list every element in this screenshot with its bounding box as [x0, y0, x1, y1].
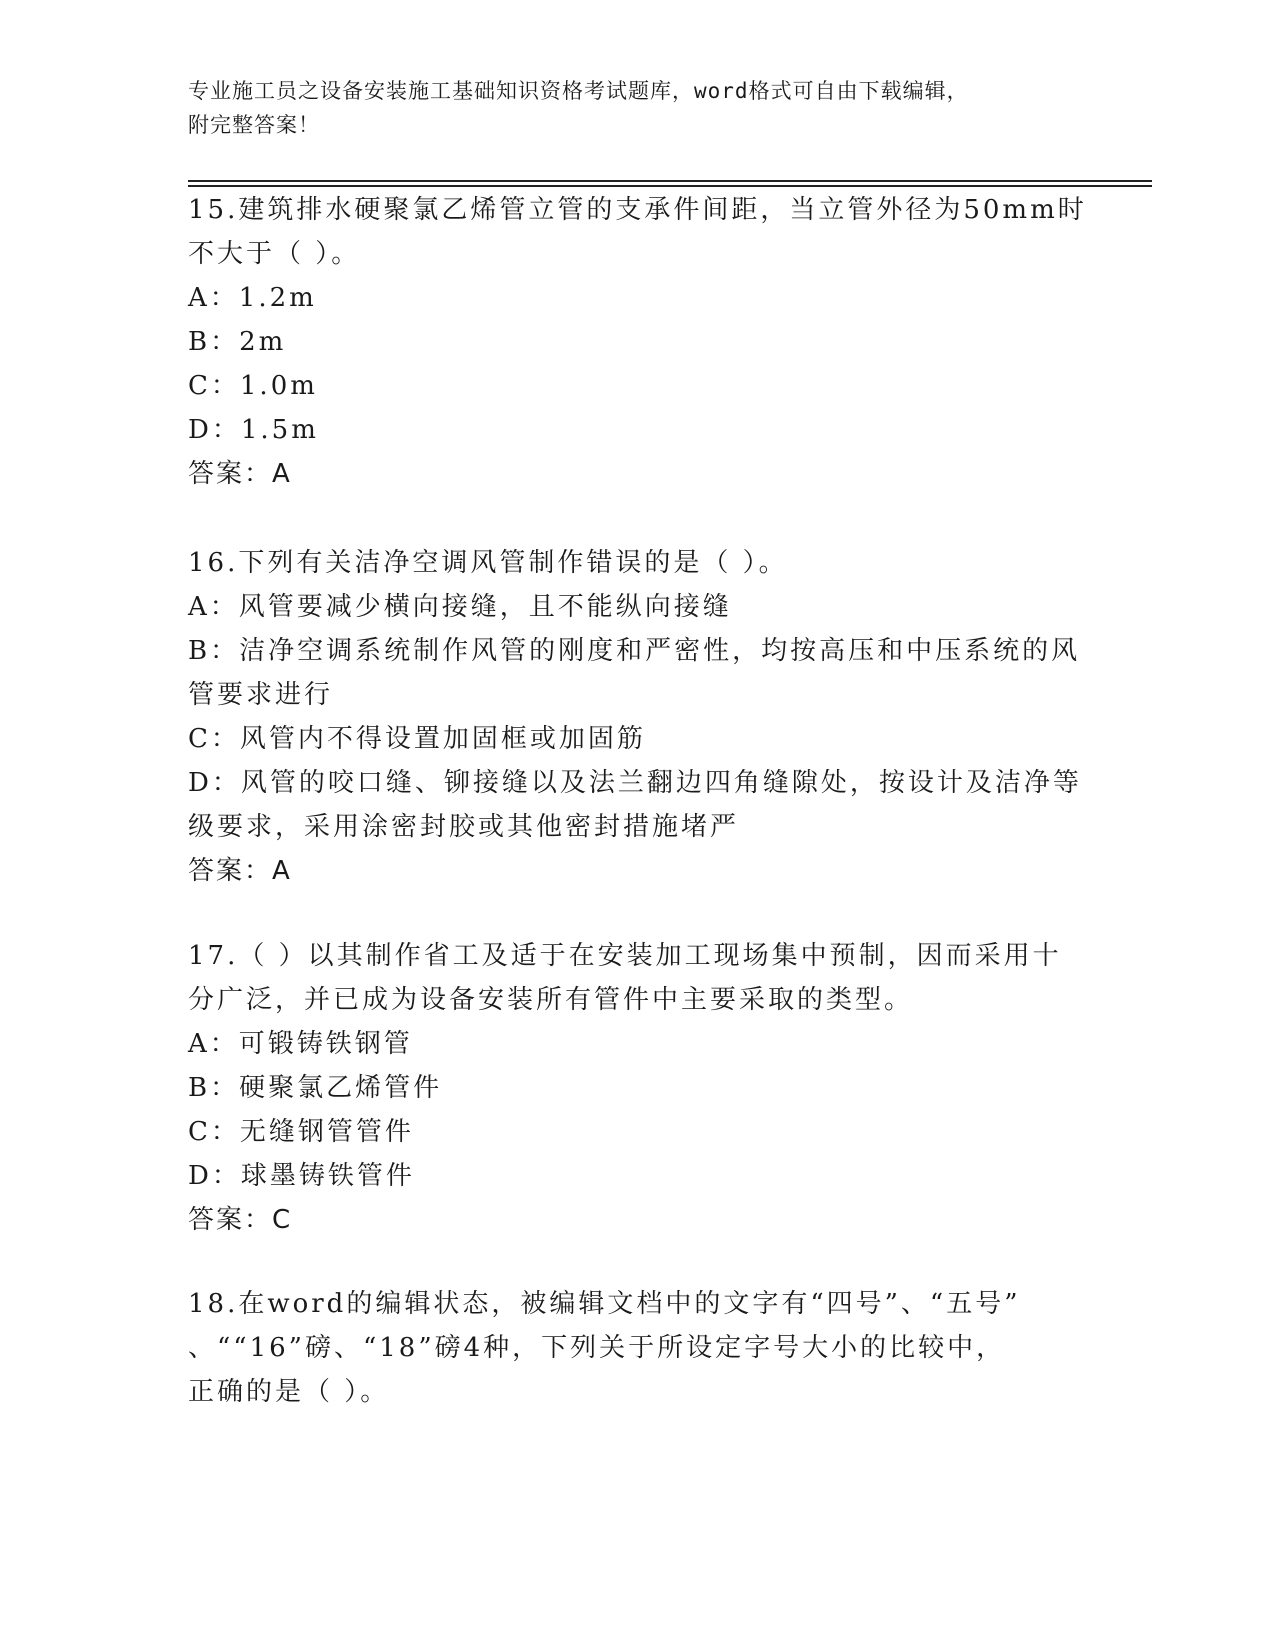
option-c: C：无缝钢管管件: [188, 1117, 414, 1147]
option-d: D：风管的咬口缝、铆接缝以及法兰翻边四角缝隙处，按设计及洁净等: [188, 768, 1082, 798]
question-stem: 正确的是（ ）。: [188, 1377, 390, 1407]
option-a: A：可锻铸铁钢管: [188, 1029, 413, 1059]
question-stem: 18.在word的编辑状态，被编辑文档中的文字有“四号”、“五号”: [188, 1289, 1021, 1319]
question-stem: 分广泛，并已成为设备安装所有管件中主要采取的类型。: [188, 985, 914, 1015]
option-c: C：风管内不得设置加固框或加固筋: [188, 724, 646, 754]
question-stem: 17.（ ）以其制作省工及适于在安装加工现场集中预制，因而采用十: [188, 941, 1062, 971]
option-c: C：1.0m: [188, 371, 318, 401]
question-stem: 15.建筑排水硬聚氯乙烯管立管的支承件间距，当立管外径为50mm时: [188, 195, 1087, 225]
question-stem: 、““16”磅、“18”磅4种，下列关于所设定字号大小的比较中，: [188, 1333, 1006, 1363]
header-divider-bottom: [188, 185, 1152, 187]
option-d: D：1.5m: [188, 415, 319, 445]
question-stem: 不大于（ ）。: [188, 239, 361, 269]
answer: 答案：A: [188, 856, 292, 886]
header-line-2: 附完整答案！: [188, 113, 320, 137]
document-header: [188, 74, 1068, 142]
option-a: A：风管要减少横向接缝，且不能纵向接缝: [188, 592, 732, 622]
option-b: B：硬聚氯乙烯管件: [188, 1073, 443, 1103]
option-a: A：1.2m: [188, 283, 317, 313]
option-b: B：2m: [188, 327, 287, 357]
answer: 答案：A: [188, 459, 292, 489]
header-line-1: 专业施工员之设备安装施工基础知识资格考试题库，word格式可自由下载编辑，: [188, 79, 969, 103]
option-d: D：球墨铸铁管件: [188, 1161, 415, 1191]
question-stem: 16.下列有关洁净空调风管制作错误的是（ ）。: [188, 548, 788, 578]
option-b-continued: 管要求进行: [188, 680, 334, 710]
option-d-continued: 级要求，采用涂密封胶或其他密封措施堵严: [188, 812, 740, 842]
answer: 答案：C: [188, 1205, 293, 1235]
header-divider-top: [188, 180, 1152, 182]
option-b: B：洁净空调系统制作风管的刚度和严密性，均按高压和中压系统的风: [188, 636, 1081, 666]
